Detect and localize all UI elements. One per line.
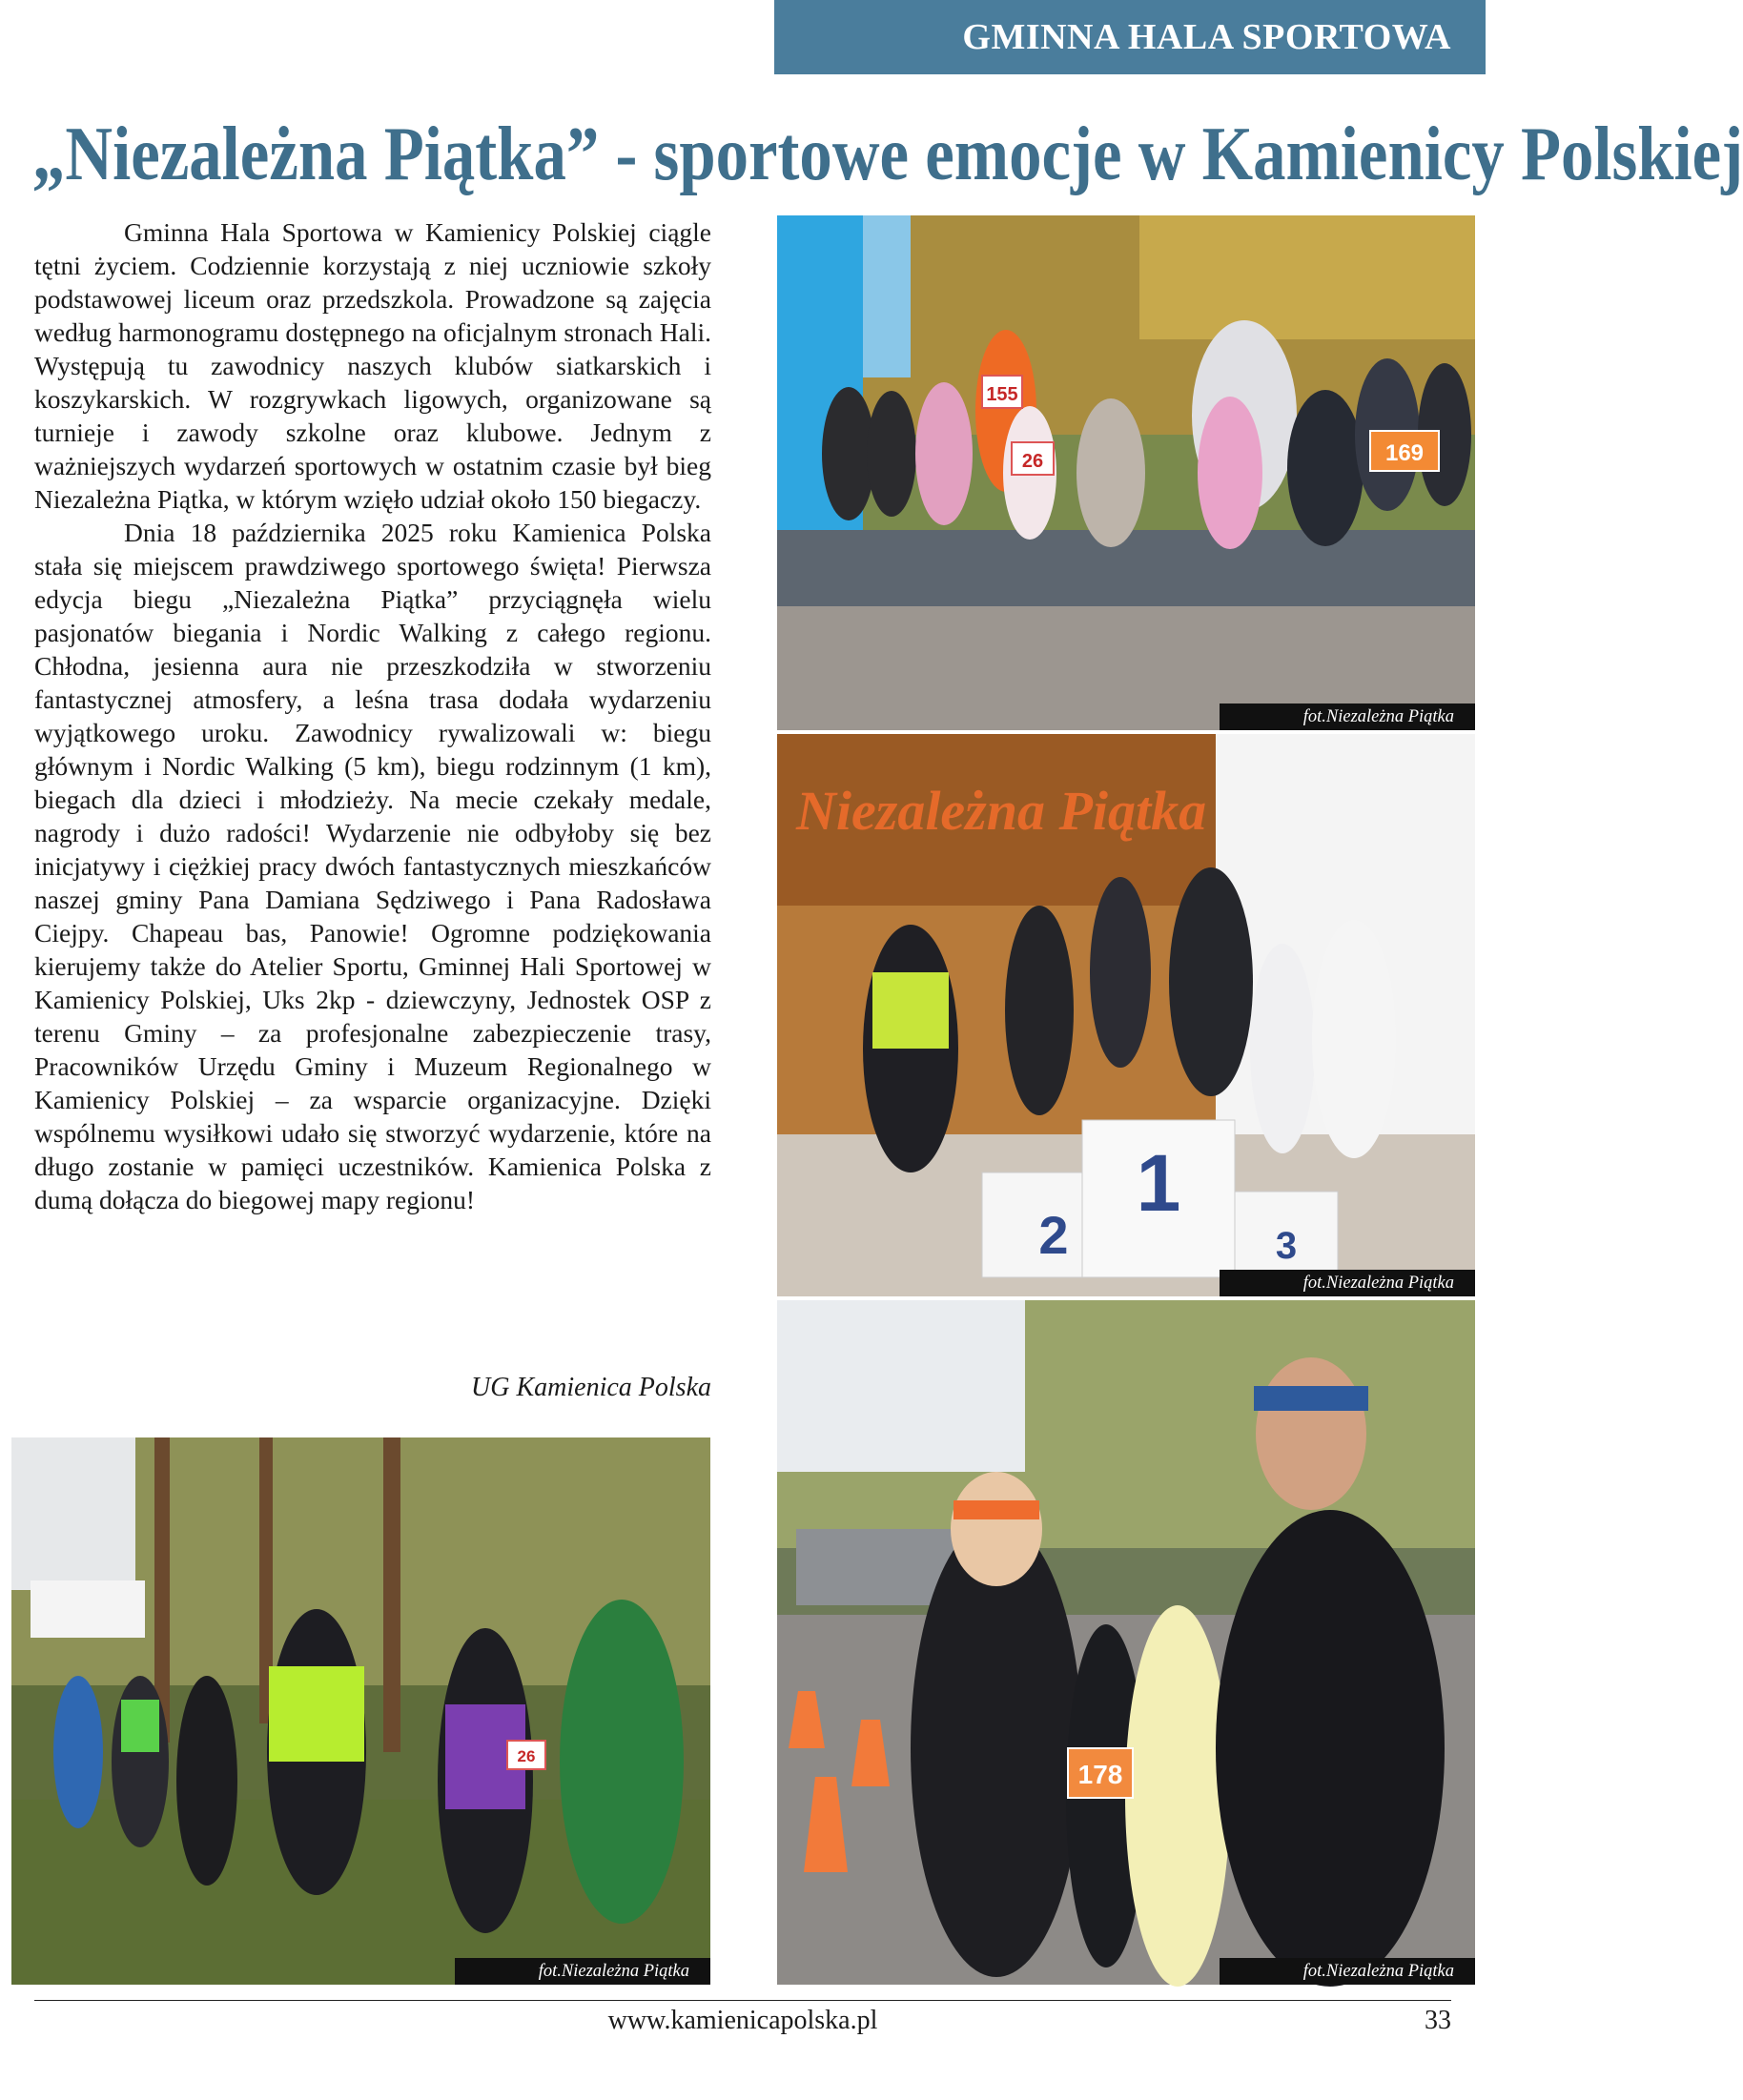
page-number: 33 xyxy=(1425,2006,1451,2035)
event-banner-text: Niezależna Piątka xyxy=(796,780,1207,842)
podium-place: 2 xyxy=(1038,1205,1069,1265)
footer-divider xyxy=(34,2000,1451,2001)
bib-number: 155 xyxy=(986,384,1018,405)
footer-website[interactable]: www.kamienicapolska.pl xyxy=(607,2006,878,2035)
bib-number: 26 xyxy=(1021,451,1044,472)
article-body xyxy=(34,215,711,1216)
section-banner: GMINNA HALA SPORTOWA xyxy=(774,0,1486,74)
photo-runners xyxy=(11,1437,710,1985)
photo-children-start xyxy=(777,215,1475,730)
bib-number: 178 xyxy=(1077,1760,1123,1789)
article-title: „Niezależna Piątka” - sportowe emocje w Kamienicy Polskiej xyxy=(32,112,1743,196)
photo-organizers xyxy=(777,1300,1475,1985)
bib-number: 169 xyxy=(1384,440,1425,466)
article-paragraph: Dnia 18 października 2025 roku Kamienica Polska stała się miejscem prawdziwego sportowego święta! Pierwsza edycja biegu „Niezależna Piątka” przyciągnęła wielu pasjonatów biegania i Nordic Walking z całego regionu. Chłodna, jesienna aura nie przeszkodziła w stworzeniu fantastycznej atmosfery, a leśna trasa dodała wydarzeniu wyjątkowego uroku. Zawodnicy rywalizowali w: biegu głównym i Nordic Walking (5 km), biegu rodzinnym (1 km), biegach dla dzieci i młodzieży. Na mecie czekały medale, nagrody i dużo radości! Wydarzenie nie odbyłoby się bez inicjatywy i ciężkiej pracy dwóch fantastycznych mieszkańców naszej gminy Pana Damiana Sędziwego i Pana Radosława Ciejpy. Chapeau bas, Panowie! Ogromne podziękowania kierujemy także do Atelier Sportu, Gminnej Hali Sportowej w Kamienicy Polskiej, Uks 2kp - dziewczyny, Jednostek OSP z terenu Gminy – za profesjonalne zabezpieczenie trasy, Pracowników Urzędu Gminy i Muzeum Regionalnego w Kamienicy Polskiej – za wsparcie organizacyjne. Dzięki wspólnemu wysiłkowi udało się stworzyć wydarzenie, które na długo zostanie w pamięci uczestników. Kamienica Polska z dumą dołącza do biegowej mapy regionu! xyxy=(34,518,711,1214)
photo-caption: fot.Niezależna Piątka xyxy=(1220,703,1475,730)
article-paragraph: Gminna Hala Sportowa w Kamienicy Polskiej ciągle tętni życiem. Codziennie korzystają z niej uczniowie szkoły podstawowej liceum oraz przedszkola. Prowadzone są zajęcia według harmonogramu dostępnego na oficjalnym stronach Hali. Występują tu zawodnicy naszych klubów siatkarskich i koszykarskich. W rozgrywkach ligowych, organizowane są turnieje i zawody szkolne oraz klubowe. Jednym z ważniejszych wydarzeń sportowych w ostatnim czasie był bieg Niezależna Piątka, w którym wzięło udział około 150 biegaczy. xyxy=(34,217,711,514)
podium-place: 1 xyxy=(1136,1138,1181,1228)
photo-caption: fot.Niezależna Piątka xyxy=(455,1958,710,1985)
bib-number: 26 xyxy=(517,1747,536,1765)
podium-place: 3 xyxy=(1275,1225,1298,1267)
photo-podium xyxy=(777,734,1475,1296)
photo-caption: fot.Niezależna Piątka xyxy=(1220,1270,1475,1296)
article-author: UG Kamienica Polska xyxy=(471,1373,711,1402)
photo-podium-image xyxy=(777,734,1475,1296)
photo-runners-image xyxy=(11,1437,710,1985)
photo-caption: fot.Niezależna Piątka xyxy=(1220,1958,1475,1985)
photo-children-start-image xyxy=(777,215,1475,730)
photo-organizers-image xyxy=(777,1300,1475,1985)
